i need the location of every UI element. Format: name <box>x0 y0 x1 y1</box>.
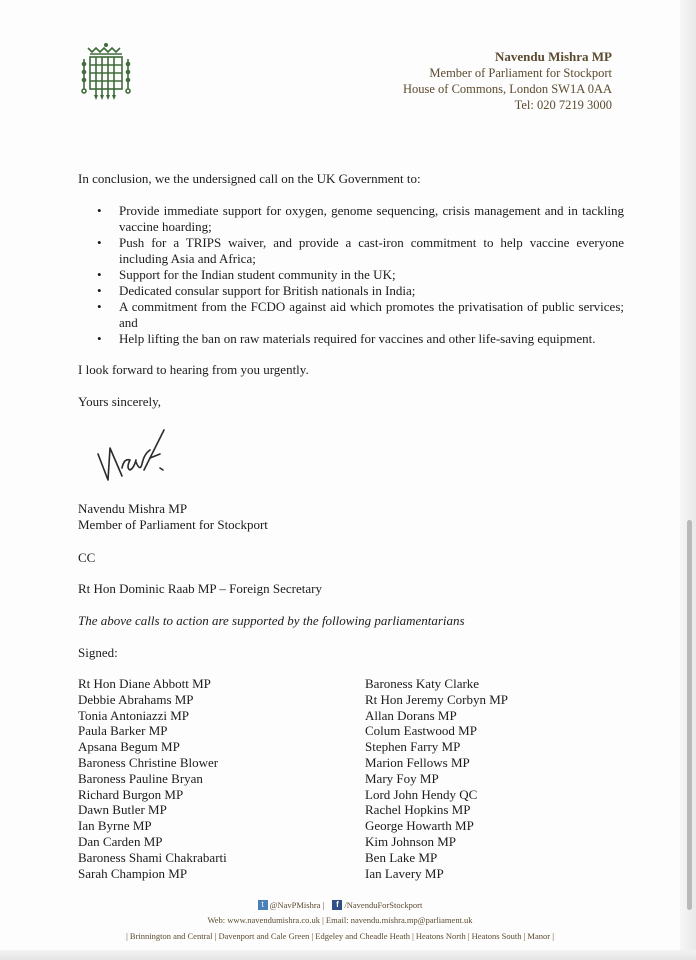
demand-item: • A commitment from the FCDO against aid which promotes the privatisation of public services; and <box>97 299 624 331</box>
twitter-icon: t <box>258 900 268 910</box>
signatory-list-item: Stephen Farry MP <box>365 739 461 755</box>
signatory-list-item: Allan Dorans MP <box>365 707 457 723</box>
signatory-list-item: Baroness Pauline Bryan <box>78 770 203 786</box>
signatory-list-item: Lord John Hendy QC <box>365 786 478 802</box>
letterhead-address: House of Commons, London SW1A 0AA <box>402 82 612 96</box>
twitter-handle[interactable]: @NavPMishra <box>269 900 321 911</box>
demand-item: • Support for the Indian student community in the UK; <box>97 267 624 283</box>
demand-item: • Help lifting the ban on raw materials required for vaccines and other life-saving equipment. <box>97 331 624 347</box>
signatory-list-item: George Howarth MP <box>365 818 474 834</box>
signatory-list-item: Mary Foy MP <box>365 770 439 786</box>
signatory-list-item: Colum Eastwood MP <box>365 723 477 739</box>
facebook-icon: f <box>332 900 342 910</box>
signatory-list-item: Paula Barker MP <box>78 723 168 739</box>
signatory-list-item: Dawn Butler MP <box>78 802 167 818</box>
signatory-list-item: Marion Fellows MP <box>365 754 470 770</box>
letterhead-tel: Tel: 020 7219 3000 <box>514 98 612 112</box>
facebook-handle[interactable]: /NavenduForStockport <box>344 900 423 911</box>
signatory-list-item: Ian Byrne MP <box>78 818 152 834</box>
signatory-list-item: Sarah Champion MP <box>78 865 188 881</box>
sign-off: Yours sincerely, <box>78 394 162 409</box>
signed-label: Signed: <box>78 645 118 660</box>
cc-recipient: Rt Hon Dominic Raab MP – Foreign Secretary <box>78 581 322 596</box>
scrollbar-thumb[interactable] <box>687 520 692 910</box>
signatory-list-item: Baroness Christine Blower <box>78 754 219 770</box>
signatories-right-column <box>365 676 508 881</box>
closing-line: I look forward to hearing from you urgently. <box>78 362 309 377</box>
signatory-list-item: Richard Burgon MP <box>78 786 184 802</box>
viewer-bottom-edge <box>0 950 696 960</box>
letterhead-name: Navendu Mishra MP <box>495 49 612 64</box>
signatory-list-item: Rt Hon Diane Abbott MP <box>78 676 211 691</box>
footer-social: t @NavPMishra | f /NavenduForStockport <box>0 899 680 910</box>
demands-list <box>97 203 624 347</box>
demand-item: • Provide immediate support for oxygen, genome sequencing, crisis management and in tackling vaccine hoarding; <box>97 203 624 235</box>
portcullis-crest-icon <box>80 42 132 104</box>
demand-item: • Push for a TRIPS waiver, and provide a cast-iron commitment to help vaccine everyone including Asia and Africa; <box>97 235 624 267</box>
signatory-list-item: Kim Johnson MP <box>365 833 457 849</box>
signatory-name: Navendu Mishra MP <box>78 501 188 516</box>
footer-wards: | Brinnington and Central | Davenport and Cale Green | Edgeley and Cheadle Heath | Heatons North | Heatons South | Manor | <box>126 931 554 941</box>
signatory-list-item: Baroness Shami Chakrabarti <box>78 849 227 865</box>
signatory-list-item: Ian Lavery MP <box>365 865 444 881</box>
signatory-role: Member of Parliament for Stockport <box>78 517 268 532</box>
footer-contact: Web: www.navendumishra.co.uk | Email: navendu.mishra.mp@parliament.uk <box>207 915 473 925</box>
signatory-list-item: Rt Hon Jeremy Corbyn MP <box>365 691 508 707</box>
signatory-list-item: Ben Lake MP <box>365 849 438 865</box>
signatory-list-item: Rachel Hopkins MP <box>365 802 471 818</box>
signatory-list-item: Apsana Begum MP <box>78 739 180 755</box>
handwritten-signature <box>92 424 172 486</box>
signatory-list-item: Dan Carden MP <box>78 833 163 849</box>
letterhead-role: Member of Parliament for Stockport <box>429 66 612 80</box>
demand-item: • Dedicated consular support for British nationals in India; <box>97 283 624 299</box>
signatory-list-item: Debbie Abrahams MP <box>78 691 194 707</box>
letterhead <box>403 49 612 113</box>
signatories-left-column <box>78 676 227 881</box>
intro-paragraph: In conclusion, we the undersigned call on the UK Government to: <box>78 171 421 186</box>
support-note: The above calls to action are supported by the following parliamentarians <box>78 613 465 628</box>
signatory-list-item: Tonia Antoniazzi MP <box>78 707 190 723</box>
signatory-list-item: Baroness Katy Clarke <box>365 676 480 691</box>
cc-label: CC <box>78 550 96 565</box>
